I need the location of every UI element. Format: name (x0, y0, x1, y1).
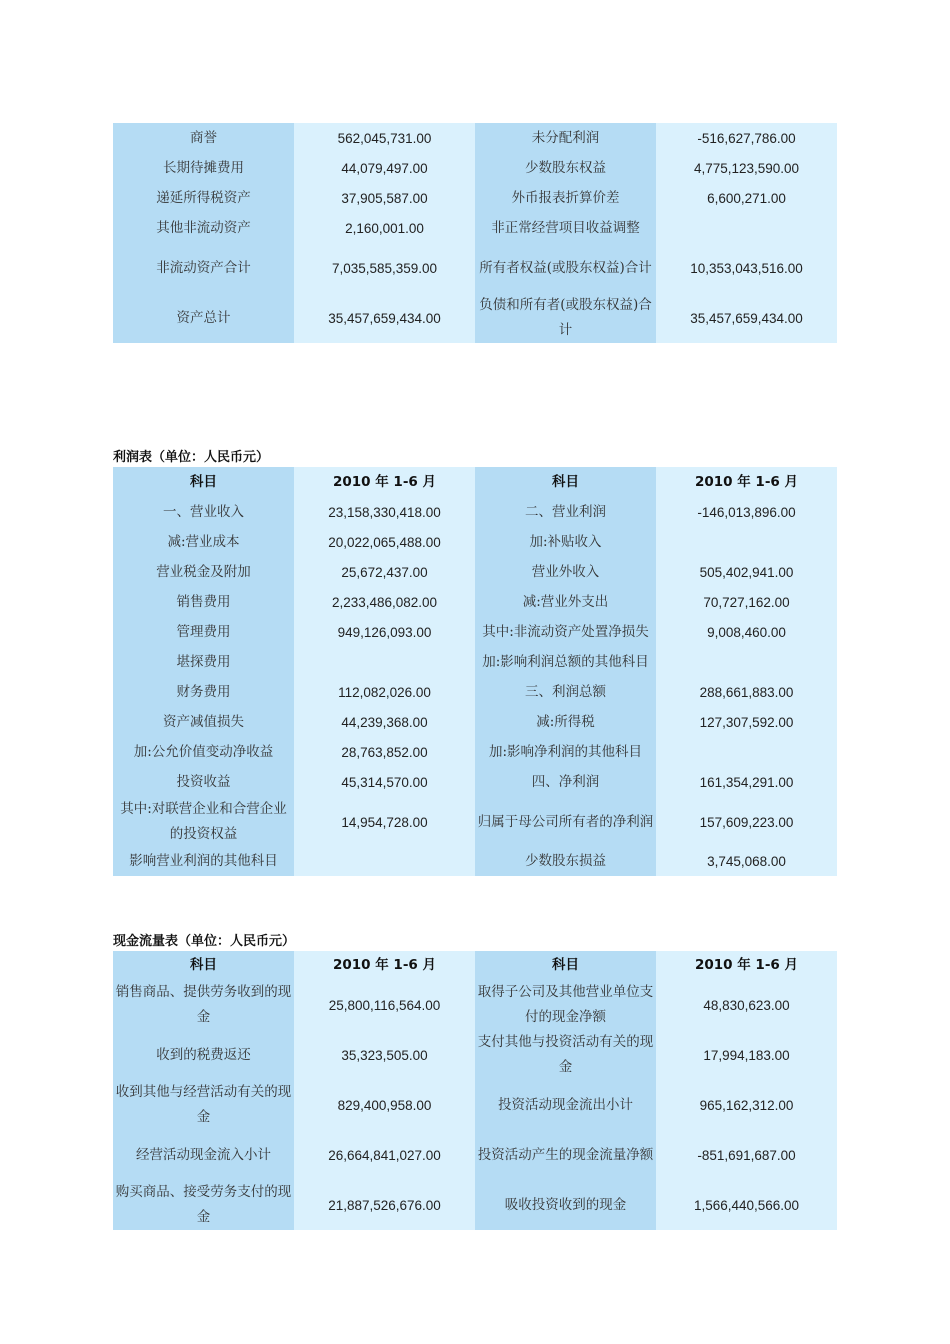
column-header: 2010 年 1-6 月 (656, 951, 837, 980)
item-name: 减:营业成本 (113, 527, 294, 557)
item-value: 14,954,728.00 (294, 797, 475, 847)
item-name: 财务费用 (113, 677, 294, 707)
item-value (656, 737, 837, 767)
item-value: 44,079,497.00 (294, 153, 475, 183)
column-header: 科目 (475, 467, 656, 497)
table-row (113, 213, 837, 243)
item-value: 45,314,570.00 (294, 767, 475, 797)
item-name: 资产减值损失 (113, 707, 294, 737)
table-row (113, 497, 837, 527)
item-name: 加:补贴收入 (475, 527, 656, 557)
item-name: 少数股东权益 (475, 153, 656, 183)
item-name: 营业税金及附加 (113, 557, 294, 587)
item-value: 157,609,223.00 (656, 797, 837, 847)
item-value: 48,830,623.00 (656, 980, 837, 1030)
item-name: 所有者权益(或股东权益)合计 (475, 243, 656, 293)
item-value: -516,627,786.00 (656, 123, 837, 153)
table-row (113, 847, 837, 876)
item-name: 购买商品、接受劳务支付的现金 (113, 1180, 294, 1230)
item-name: 少数股东损益 (475, 847, 656, 876)
item-value: -146,013,896.00 (656, 497, 837, 527)
item-name: 减:营业外支出 (475, 587, 656, 617)
item-value: 10,353,043,516.00 (656, 243, 837, 293)
column-header: 2010 年 1-6 月 (656, 467, 837, 497)
item-value: 127,307,592.00 (656, 707, 837, 737)
table-row (113, 767, 837, 797)
table-row (113, 527, 837, 557)
item-name: 取得子公司及其他营业单位支付的现金净额 (475, 980, 656, 1030)
item-value: 2,160,001.00 (294, 213, 475, 243)
income-statement-table (113, 467, 837, 876)
item-value: 112,082,026.00 (294, 677, 475, 707)
income-statement-title: 利润表（单位：人民币元） (113, 450, 270, 465)
item-name: 商誉 (113, 123, 294, 153)
item-name: 四、净利润 (475, 767, 656, 797)
item-name: 影响营业利润的其他科目 (113, 847, 294, 876)
item-value: 9,008,460.00 (656, 617, 837, 647)
table-row (113, 1080, 837, 1130)
table-row (113, 737, 837, 767)
item-value: 1,566,440,566.00 (656, 1180, 837, 1230)
table-row (113, 1130, 837, 1180)
item-value: 25,672,437.00 (294, 557, 475, 587)
table-row (113, 647, 837, 677)
item-name: 收到其他与经营活动有关的现金 (113, 1080, 294, 1130)
item-name: 其中:非流动资产处置净损失 (475, 617, 656, 647)
column-header: 2010 年 1-6 月 (294, 951, 475, 980)
item-value: 829,400,958.00 (294, 1080, 475, 1130)
item-value: 562,045,731.00 (294, 123, 475, 153)
item-value: 6,600,271.00 (656, 183, 837, 213)
table-row (113, 1180, 837, 1230)
item-value: 35,457,659,434.00 (294, 293, 475, 343)
table-row (113, 797, 837, 847)
item-name: 负债和所有者(或股东权益)合计 (475, 293, 656, 343)
item-name: 收到的税费返还 (113, 1030, 294, 1080)
item-name: 销售费用 (113, 587, 294, 617)
item-value: 20,022,065,488.00 (294, 527, 475, 557)
item-value: 288,661,883.00 (656, 677, 837, 707)
item-name: 营业外收入 (475, 557, 656, 587)
item-value: 26,664,841,027.00 (294, 1130, 475, 1180)
item-name: 投资活动产生的现金流量净额 (475, 1130, 656, 1180)
item-value (294, 647, 475, 677)
item-value (294, 847, 475, 876)
item-name: 长期待摊费用 (113, 153, 294, 183)
item-value: 28,763,852.00 (294, 737, 475, 767)
item-name: 归属于母公司所有者的净利润 (475, 797, 656, 847)
item-value: 161,354,291.00 (656, 767, 837, 797)
item-value: 44,239,368.00 (294, 707, 475, 737)
item-name: 加:影响净利润的其他科目 (475, 737, 656, 767)
table-row (113, 153, 837, 183)
table-row (113, 293, 837, 343)
item-value: 35,457,659,434.00 (656, 293, 837, 343)
item-name: 其中:对联营企业和合营企业的投资权益 (113, 797, 294, 847)
item-name: 支付其他与投资活动有关的现金 (475, 1030, 656, 1080)
table-header-row (113, 467, 837, 497)
column-header: 科目 (475, 951, 656, 980)
item-name: 吸收投资收到的现金 (475, 1180, 656, 1230)
table-row (113, 1030, 837, 1080)
item-value: 505,402,941.00 (656, 557, 837, 587)
item-name: 一、营业收入 (113, 497, 294, 527)
table-row (113, 707, 837, 737)
item-name: 非流动资产合计 (113, 243, 294, 293)
item-name: 递延所得税资产 (113, 183, 294, 213)
column-header: 2010 年 1-6 月 (294, 467, 475, 497)
item-value: 17,994,183.00 (656, 1030, 837, 1080)
table-row (113, 243, 837, 293)
table-row (113, 557, 837, 587)
item-name: 堪探费用 (113, 647, 294, 677)
item-value: 23,158,330,418.00 (294, 497, 475, 527)
item-name: 资产总计 (113, 293, 294, 343)
item-name: 其他非流动资产 (113, 213, 294, 243)
table-header-row (113, 951, 837, 980)
item-value: 21,887,526,676.00 (294, 1180, 475, 1230)
item-value: 3,745,068.00 (656, 847, 837, 876)
column-header: 科目 (113, 951, 294, 980)
table-row (113, 677, 837, 707)
table-row (113, 980, 837, 1030)
item-value: 949,126,093.00 (294, 617, 475, 647)
item-value (656, 527, 837, 557)
item-value (656, 213, 837, 243)
item-value: 37,905,587.00 (294, 183, 475, 213)
item-name: 非正常经营项目收益调整 (475, 213, 656, 243)
item-name: 管理费用 (113, 617, 294, 647)
item-value: 70,727,162.00 (656, 587, 837, 617)
item-name: 投资活动现金流出小计 (475, 1080, 656, 1130)
item-value: 2,233,486,082.00 (294, 587, 475, 617)
cash-flow-table (113, 951, 837, 1230)
item-value: 965,162,312.00 (656, 1080, 837, 1130)
item-name: 未分配利润 (475, 123, 656, 153)
item-value: 7,035,585,359.00 (294, 243, 475, 293)
item-value: 4,775,123,590.00 (656, 153, 837, 183)
item-name: 加:公允价值变动净收益 (113, 737, 294, 767)
item-name: 外币报表折算价差 (475, 183, 656, 213)
item-name: 减:所得税 (475, 707, 656, 737)
column-header: 科目 (113, 467, 294, 497)
item-value: 25,800,116,564.00 (294, 980, 475, 1030)
table-row (113, 123, 837, 153)
item-name: 投资收益 (113, 767, 294, 797)
table-row (113, 587, 837, 617)
item-name: 加:影响利润总额的其他科目 (475, 647, 656, 677)
item-name: 二、营业利润 (475, 497, 656, 527)
item-name: 经营活动现金流入小计 (113, 1130, 294, 1180)
table-row (113, 617, 837, 647)
item-value (656, 647, 837, 677)
item-value: -851,691,687.00 (656, 1130, 837, 1180)
cash-flow-title: 现金流量表（单位：人民币元） (113, 934, 296, 949)
balance-sheet-table (113, 123, 837, 343)
table-row (113, 183, 837, 213)
item-value: 35,323,505.00 (294, 1030, 475, 1080)
item-name: 销售商品、提供劳务收到的现金 (113, 980, 294, 1030)
item-name: 三、利润总额 (475, 677, 656, 707)
